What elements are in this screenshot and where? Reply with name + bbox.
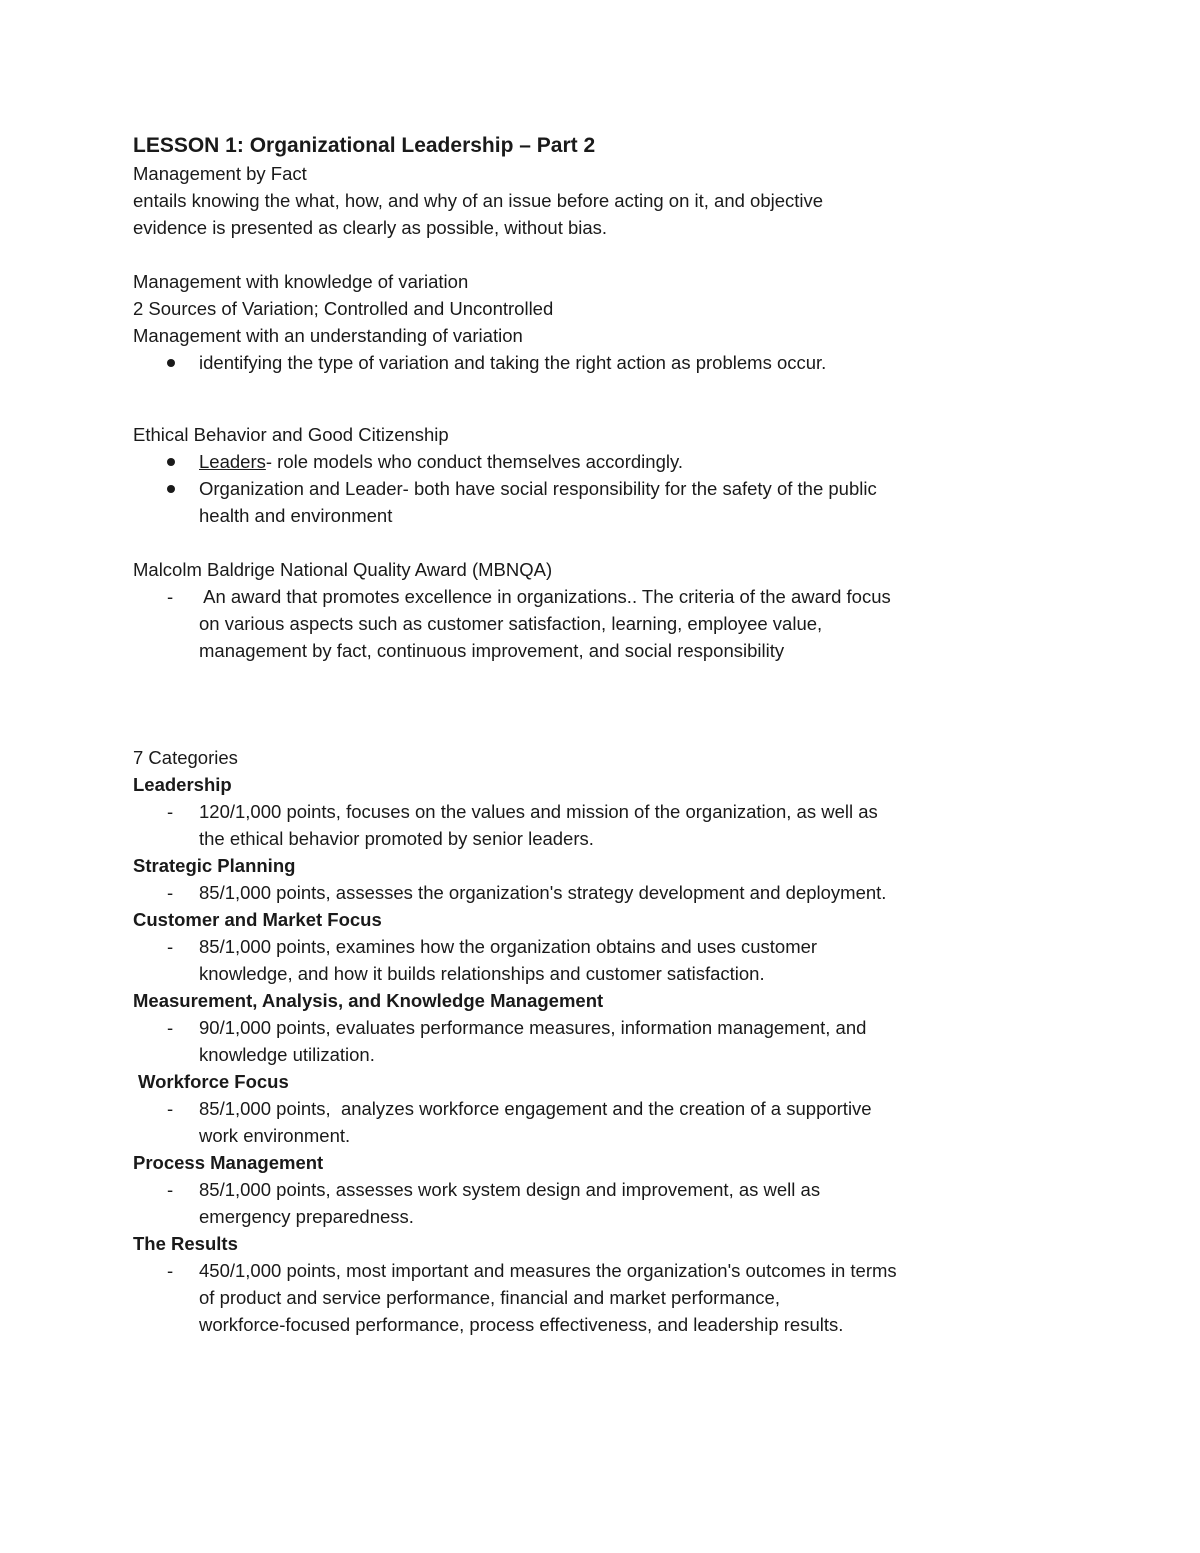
category-text-line: 85/1,000 points, assesses work system design and improvement, as well as [199, 1179, 821, 1200]
ethics-bullet-1-text: - role models who conduct themselves accordingly. [265, 451, 683, 472]
dash-marker: - [167, 1098, 174, 1119]
ethics-bullet-2-line-2: health and environment [199, 505, 393, 526]
dash-marker: - [167, 1017, 174, 1038]
category-title: Process Management [133, 1152, 324, 1173]
document-page [133, 132, 993, 1338]
category-text-line: of product and service performance, financial and market performance, [199, 1287, 780, 1308]
category-text-line: work environment. [199, 1125, 351, 1146]
bullet-icon [167, 448, 187, 475]
category-text-line: the ethical behavior promoted by senior leaders. [199, 828, 594, 849]
categories-list [133, 771, 993, 1338]
category-text-line: emergency preparedness. [199, 1206, 414, 1227]
category-title: Strategic Planning [133, 855, 296, 876]
list-item [133, 1014, 993, 1068]
category-text-line: knowledge, and how it builds relationships and customer satisfaction. [199, 963, 765, 984]
bullet-icon [167, 349, 187, 376]
mbnqa-line-1: An award that promotes excellence in organizations.. The criteria of the award focus [199, 586, 891, 607]
dash-marker: - [167, 801, 174, 822]
list-item [133, 933, 993, 987]
category-text-line: knowledge utilization. [199, 1044, 375, 1065]
list-item [133, 879, 993, 906]
category-title: Customer and Market Focus [133, 909, 382, 930]
page-title: LESSON 1: Organizational Leadership – Part 2 [133, 134, 596, 157]
variation-line-3: Management with an understanding of variation [133, 325, 523, 346]
mbf-heading: Management by Fact [133, 163, 307, 184]
category-text-line: 90/1,000 points, evaluates performance measures, information management, and [199, 1017, 867, 1038]
category-title: Leadership [133, 774, 232, 795]
mbnqa-heading: Malcolm Baldrige National Quality Award (MBNQA) [133, 559, 553, 580]
variation-line-1: Management with knowledge of variation [133, 271, 469, 292]
mbnqa-line-2: on various aspects such as customer satisfaction, learning, employee value, [199, 613, 823, 634]
category-title: Measurement, Analysis, and Knowledge Management [133, 990, 604, 1011]
variation-line-2: 2 Sources of Variation; Controlled and Uncontrolled [133, 298, 554, 319]
ethics-bullet-2-line-1: Organization and Leader- both have social responsibility for the safety of the public [199, 478, 877, 499]
list-item [133, 448, 993, 475]
list-item [133, 475, 993, 529]
category-text-line: 120/1,000 points, focuses on the values and mission of the organization, as well as [199, 801, 878, 822]
category-text-line: workforce-focused performance, process effectiveness, and leadership results. [199, 1314, 844, 1335]
dash-marker: - [167, 1179, 174, 1200]
mbf-text-line-1: entails knowing the what, how, and why of an issue before acting on it, and objective [133, 190, 824, 211]
ethics-heading: Ethical Behavior and Good Citizenship [133, 424, 449, 445]
mbnqa-line-3: management by fact, continuous improvement, and social responsibility [199, 640, 785, 661]
dash-marker: - [167, 936, 174, 957]
list-item [133, 798, 993, 852]
mbf-text-line-2: evidence is presented as clearly as possible, without bias. [133, 217, 608, 238]
category-title: The Results [133, 1233, 238, 1254]
category-title: Workforce Focus [138, 1071, 289, 1092]
bullet-icon [167, 475, 187, 502]
leaders-link[interactable]: Leaders [199, 451, 266, 472]
category-text-line: 85/1,000 points, assesses the organization's strategy development and deployment. [199, 882, 887, 903]
list-item [133, 1176, 993, 1230]
category-text-line: 450/1,000 points, most important and measures the organization's outcomes in terms [199, 1260, 897, 1281]
list-item [133, 583, 993, 664]
category-text-line: 85/1,000 points, analyzes workforce engagement and the creation of a supportive [199, 1098, 872, 1119]
category-text-line: 85/1,000 points, examines how the organization obtains and uses customer [199, 936, 818, 957]
dash-marker: - [167, 882, 174, 903]
variation-bullet-text: identifying the type of variation and taking the right action as problems occur. [199, 352, 827, 373]
dash-marker: - [167, 586, 174, 607]
categories-heading: 7 Categories [133, 747, 238, 768]
list-item [133, 1257, 993, 1338]
dash-marker: - [167, 1260, 174, 1281]
list-item [133, 349, 993, 376]
list-item [133, 1095, 993, 1149]
